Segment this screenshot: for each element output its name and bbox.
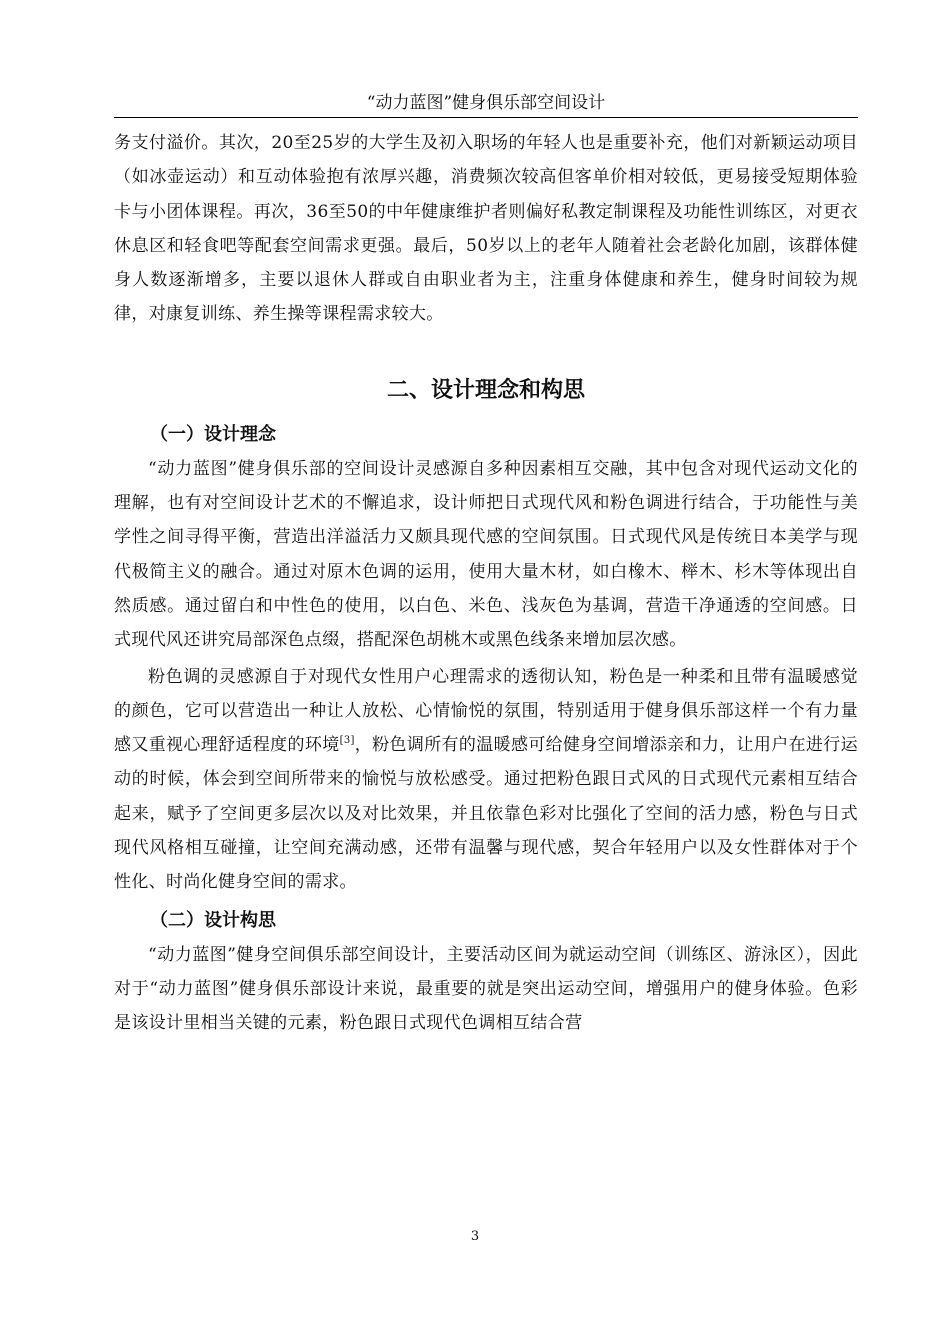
section-title: 二、设计理念和构思 bbox=[386, 377, 585, 403]
page-body bbox=[114, 126, 858, 1041]
idea-paragraph-1: “动力蓝图”健身空间俱乐部空间设计，主要活动区间为就运动空间（训练区、游泳区），因此对于“动力蓝图”健身俱乐部设计来说，最重要的就是突出运动空间，增强用户的健身体验。色彩是该设计里相当关键的元素，粉色跟日式现代色调相互结合营 bbox=[114, 944, 858, 1034]
subsection-heading-concept: （一）设计理念 bbox=[150, 423, 276, 445]
concept-paragraph-2-text-a: 粉色调的灵感源自于对现代女性用户心理需求的透彻认知，粉色是一种柔和且带有温暖感觉的颜色，它可以营造出一种让人放松、心情愉悦的氛围，特别适用于健身俱乐部这样一个有力量感又重视心理舒适程度的环境 bbox=[114, 666, 858, 756]
running-header: “动力蓝图”健身俱乐部空间设计 bbox=[366, 93, 606, 113]
continued-paragraph: 务支付溢价。其次，20至25岁的大学生及初入职场的年轻人也是重要补充，他们对新颖运动项目（如冰壶运动）和互动体验抱有浓厚兴趣，消费频次较高但客单价相对较低，更易接受短期体验卡与小团体课程。再次，36至50的中年健康维护者则偏好私教定制课程及功能性训练区，对更衣休息区和轻食吧等配套空间需求更强。最后，50岁以上的老年人随着社会老龄化加剧，该群体健身人数逐渐增多，主要以退休人群或自由职业者为主，注重身体健康和养生，健身时间较为规律，对康复训练、养生操等课程需求较大。 bbox=[114, 133, 858, 325]
citation-ref: [3] bbox=[339, 735, 355, 747]
header-divider bbox=[114, 117, 858, 118]
subsection-heading-idea: （二）设计构思 bbox=[150, 909, 276, 931]
concept-paragraph-2 bbox=[114, 660, 858, 900]
concept-paragraph-2-text-b: ，粉色调所有的温暖感可给健身空间增添亲和力，让用户在进行运动的时候，体会到空间所带来的愉悦与放松感受。通过把粉色跟日式风的日式现代元素相互结合起来，赋予了空间更多层次以及对比效果，并且依靠色彩对比强化了空间的活力感，粉色与日式现代风格相互碰撞，让空间充满动感，还带有温馨与现代感，契合年轻用户以及女性群体对于个性化、时尚化健身空间的需求。 bbox=[114, 735, 858, 893]
concept-paragraph-1: “动力蓝图”健身俱乐部的空间设计灵感源自多种因素相互交融，其中包含对现代运动文化的理解，也有对空间设计艺术的不懈追求，设计师把日式现代风和粉色调进行结合，于功能性与美学性之间寻得平衡，营造出洋溢活力又颇具现代感的空间氛围。日式现代风是传统日本美学与现代极简主义的融合。通过对原木色调的运用，使用大量木材，如白橡木、榉木、杉木等体现出自然质感。通过留白和中性色的使用，以白色、米色、浅灰色为基调，营造干净通透的空间感。日式现代风还讲究局部深色点缀，搭配深色胡桃木或黑色线条来增加层次感。 bbox=[114, 458, 858, 651]
page-number: 3 bbox=[470, 1229, 480, 1244]
